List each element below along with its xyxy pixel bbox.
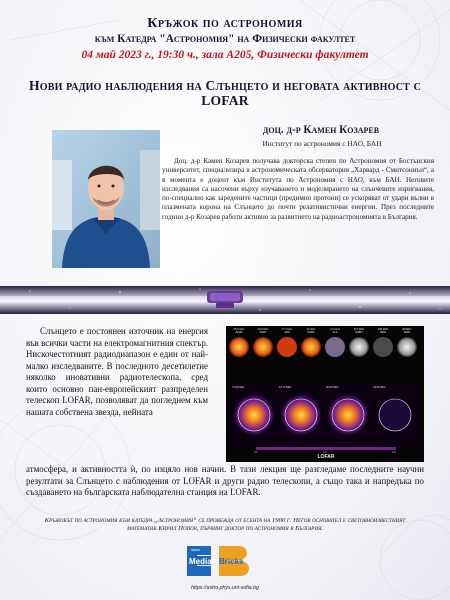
lofar-label-4: 34.69 MHz (373, 386, 386, 389)
top-label-1: 25.5 GHz ALMA (233, 328, 245, 334)
date-venue: 04 май 2023 г., 19:30 ч., зала A205, Физически факултет (81, 49, 369, 61)
lofar-label-3: 46.29 MHz (326, 386, 339, 389)
speaker-name: доц. д-р Камен Козарев (262, 124, 380, 136)
club-name: Кръжок по астрономия (147, 16, 303, 31)
speaker-institute: Институт по астрономия с НАО, БАН (262, 139, 382, 148)
lecture-title: Нови радио наблюдения на Слънцето и неговата активност с LOFAR (28, 78, 422, 108)
scale-label-max: 2.0 (392, 451, 396, 454)
milky-way-band (0, 286, 450, 314)
club-history-note: Кръжокът по астрономия към катедра „Астрономия“ се провежда от есента на 1900 г. Негов основател е световноизвестният математик Кирил Попов, първият доктор по астрономия в България. (44, 517, 406, 533)
logo-media: Media (189, 557, 212, 566)
milky-way-image (0, 286, 450, 314)
figure-caption: LOFAR (317, 454, 335, 460)
solar-image-grid (226, 326, 424, 462)
lofar-label-1: 73.49 MHz (232, 386, 245, 389)
speaker-bio: Доц. д-р Камен Козарев получава докторска степен по Астрономия от Бостънския университет, специализира в астрономическата обсерватория „Харвард - Смитсониън“, а в момента е доцент към Института по Астрономия с НАО, към БАН. Неговите изследвания са насочени върху изучаването и моделирането на слънчевите изригвания, по-специално как заредените частици (предимно протони) се ускоряват от удари вълни в плазмената корона на Слънцето до почти релативистични енергии. През последните години д-р Козарев работи активно за развитието на радиоастрономията в България. (162, 157, 434, 221)
logo-bricks: Bricks (219, 557, 244, 566)
top-label-7: 150 MHz MWA (377, 328, 389, 334)
logo-tld: .com (249, 566, 258, 571)
speaker-photo (52, 130, 160, 268)
top-row-suns (229, 337, 417, 357)
logo-www: www. (191, 547, 201, 552)
department-name: към Катедра "Астрономия" на Физически факултет (94, 33, 356, 45)
website-link[interactable]: https://astro.phys.uni-sofia.bg (191, 585, 259, 591)
top-label-5: 1.4 GHz VLA (330, 328, 340, 334)
top-label-2: 10.9 GHz SSRT (257, 328, 269, 334)
continuation-paragraph: атмосфера, и активността ѝ, по изцяло нов начин. В тази лекция ще разгледаме последните научни резултати за Слънцето с наблюдения от LOFAR и други радио телескопи, а също така и напредъка по създаването на българската наблюдателна станция на LOFAR. (26, 464, 424, 498)
scale-label-min: 0.0 (254, 451, 258, 454)
intro-paragraph: Слънцето е постоянен източник на енергия във всички части на електромагнитния спектър. Нискочестотният радиодиапазон е един от най-малко изследваните. В последното десетилетие няколко иновативни радиотелескопа, сред които основно пан-европейският разпределен телескоп LOFAR, позволяват да погледнем към нашата собствена звезда, нейната (26, 326, 208, 417)
top-label-4: 17 GHz NoRH (306, 328, 316, 334)
top-label-8: 80 MHz MWA (402, 328, 412, 334)
lofar-row-suns (230, 384, 420, 446)
top-label-6: 327 MHz GMRT (353, 328, 365, 334)
scale-label-mid: 1.0 (323, 451, 327, 454)
color-scale-bar (256, 447, 396, 450)
speaker-portrait-illustration (52, 130, 160, 268)
mediabricks-logo (183, 544, 267, 578)
lofar-label-2: 61.72 MHz (279, 386, 292, 389)
top-label-3: 5.7 GHz SRH (282, 328, 292, 334)
header (0, 16, 450, 63)
solar-radio-images (226, 326, 424, 462)
